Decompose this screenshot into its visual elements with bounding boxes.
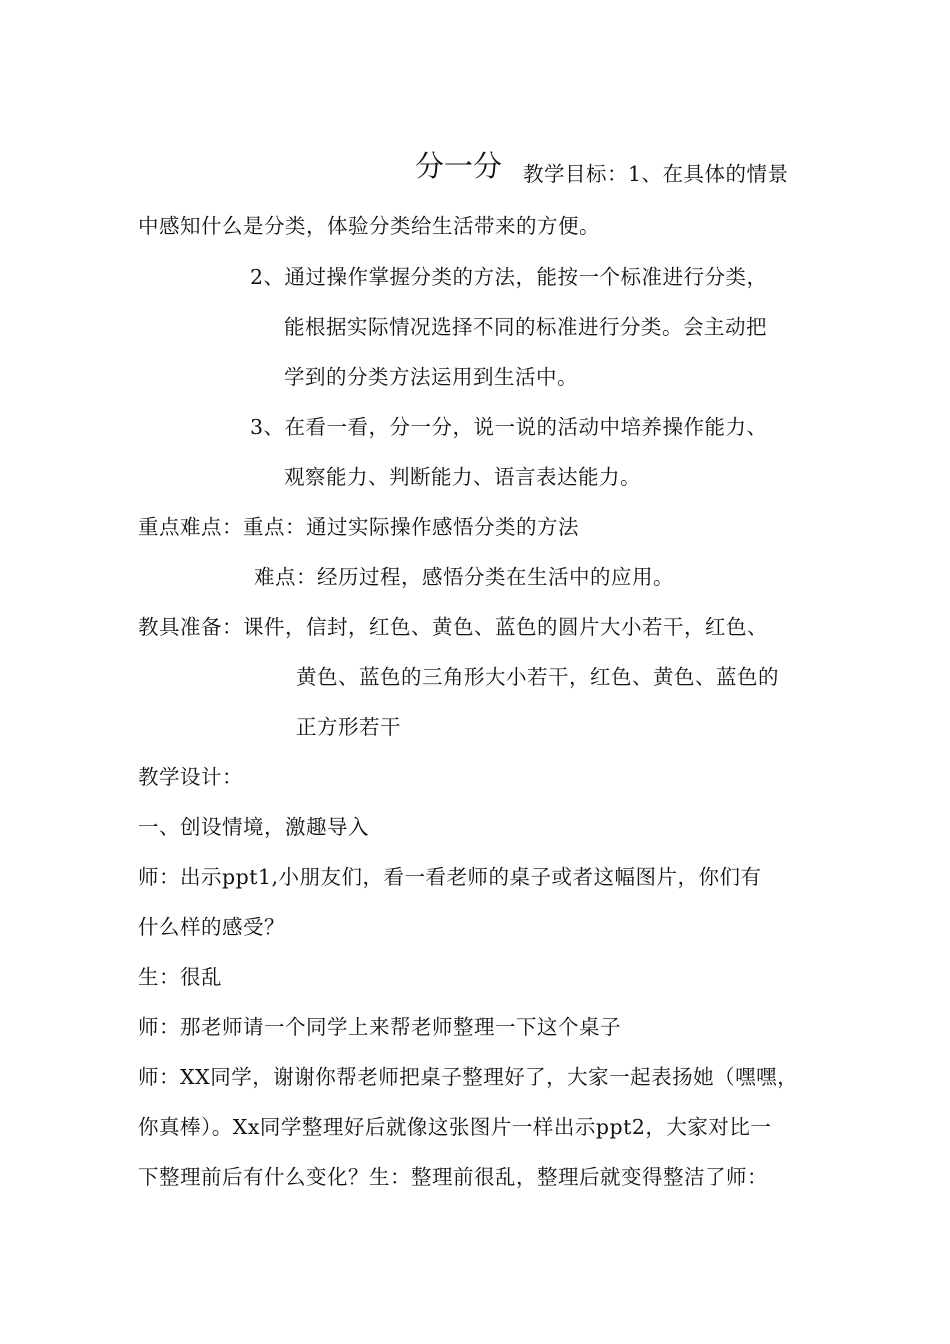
objective-item-2-line-1: 2、通过操作掌握分类的方法，能按一个标准进行分类， bbox=[250, 265, 768, 289]
dialogue-line-3: 生：很乱 bbox=[138, 965, 222, 989]
objective-item-2-line-2: 能根据实际情况选择不同的标准进行分类。会主动把 bbox=[284, 315, 767, 339]
materials-line-1: 教具准备：课件，信封，红色、黄色、蓝色的圆片大小若干，红色、 bbox=[138, 615, 768, 639]
key-points-line-1: 重点难点：重点：通过实际操作感悟分类的方法 bbox=[138, 515, 579, 539]
objective-item-3-line-1: 3、在看一看，分一分，说一说的活动中培养操作能力、 bbox=[250, 415, 768, 439]
dialogue-line-1: 师：出示ppt1,小朋友们，看一看老师的桌子或者这幅图片，你们有 bbox=[138, 865, 762, 889]
materials-line-3: 正方形若干 bbox=[296, 715, 401, 739]
objective-item-3-line-2: 观察能力、判断能力、语言表达能力。 bbox=[284, 465, 641, 489]
dialogue-line-7: 下整理前后有什么变化？生：整理前很乱，整理后就变得整洁了师： bbox=[138, 1165, 768, 1189]
dialogue-line-4: 师：那老师请一个同学上来帮老师整理一下这个桌子 bbox=[138, 1015, 621, 1039]
key-points-line-2: 难点：经历过程，感悟分类在生活中的应用。 bbox=[254, 565, 674, 589]
document-title: 分一分 bbox=[415, 149, 503, 183]
objective-item-2-line-3: 学到的分类方法运用到生活中。 bbox=[284, 365, 578, 389]
section-1-heading: 一、创设情境，激趣导入 bbox=[138, 815, 369, 839]
dialogue-line-2: 什么样的感受？ bbox=[138, 915, 285, 939]
dialogue-line-5: 师：XX同学，谢谢你帮老师把桌子整理好了，大家一起表扬她（嘿嘿， bbox=[138, 1065, 799, 1089]
materials-line-2: 黄色、蓝色的三角形大小若干，红色、黄色、蓝色的 bbox=[296, 665, 779, 689]
objectives-line-2: 中感知什么是分类，体验分类给生活带来的方便。 bbox=[138, 214, 600, 238]
design-heading: 教学设计： bbox=[138, 765, 243, 789]
dialogue-line-6: 你真棒）。Xx同学整理好后就像这张图片一样出示ppt2，大家对比一 bbox=[138, 1115, 772, 1139]
objectives-line-1: 教学目标：1、在具体的情景 bbox=[523, 162, 789, 186]
